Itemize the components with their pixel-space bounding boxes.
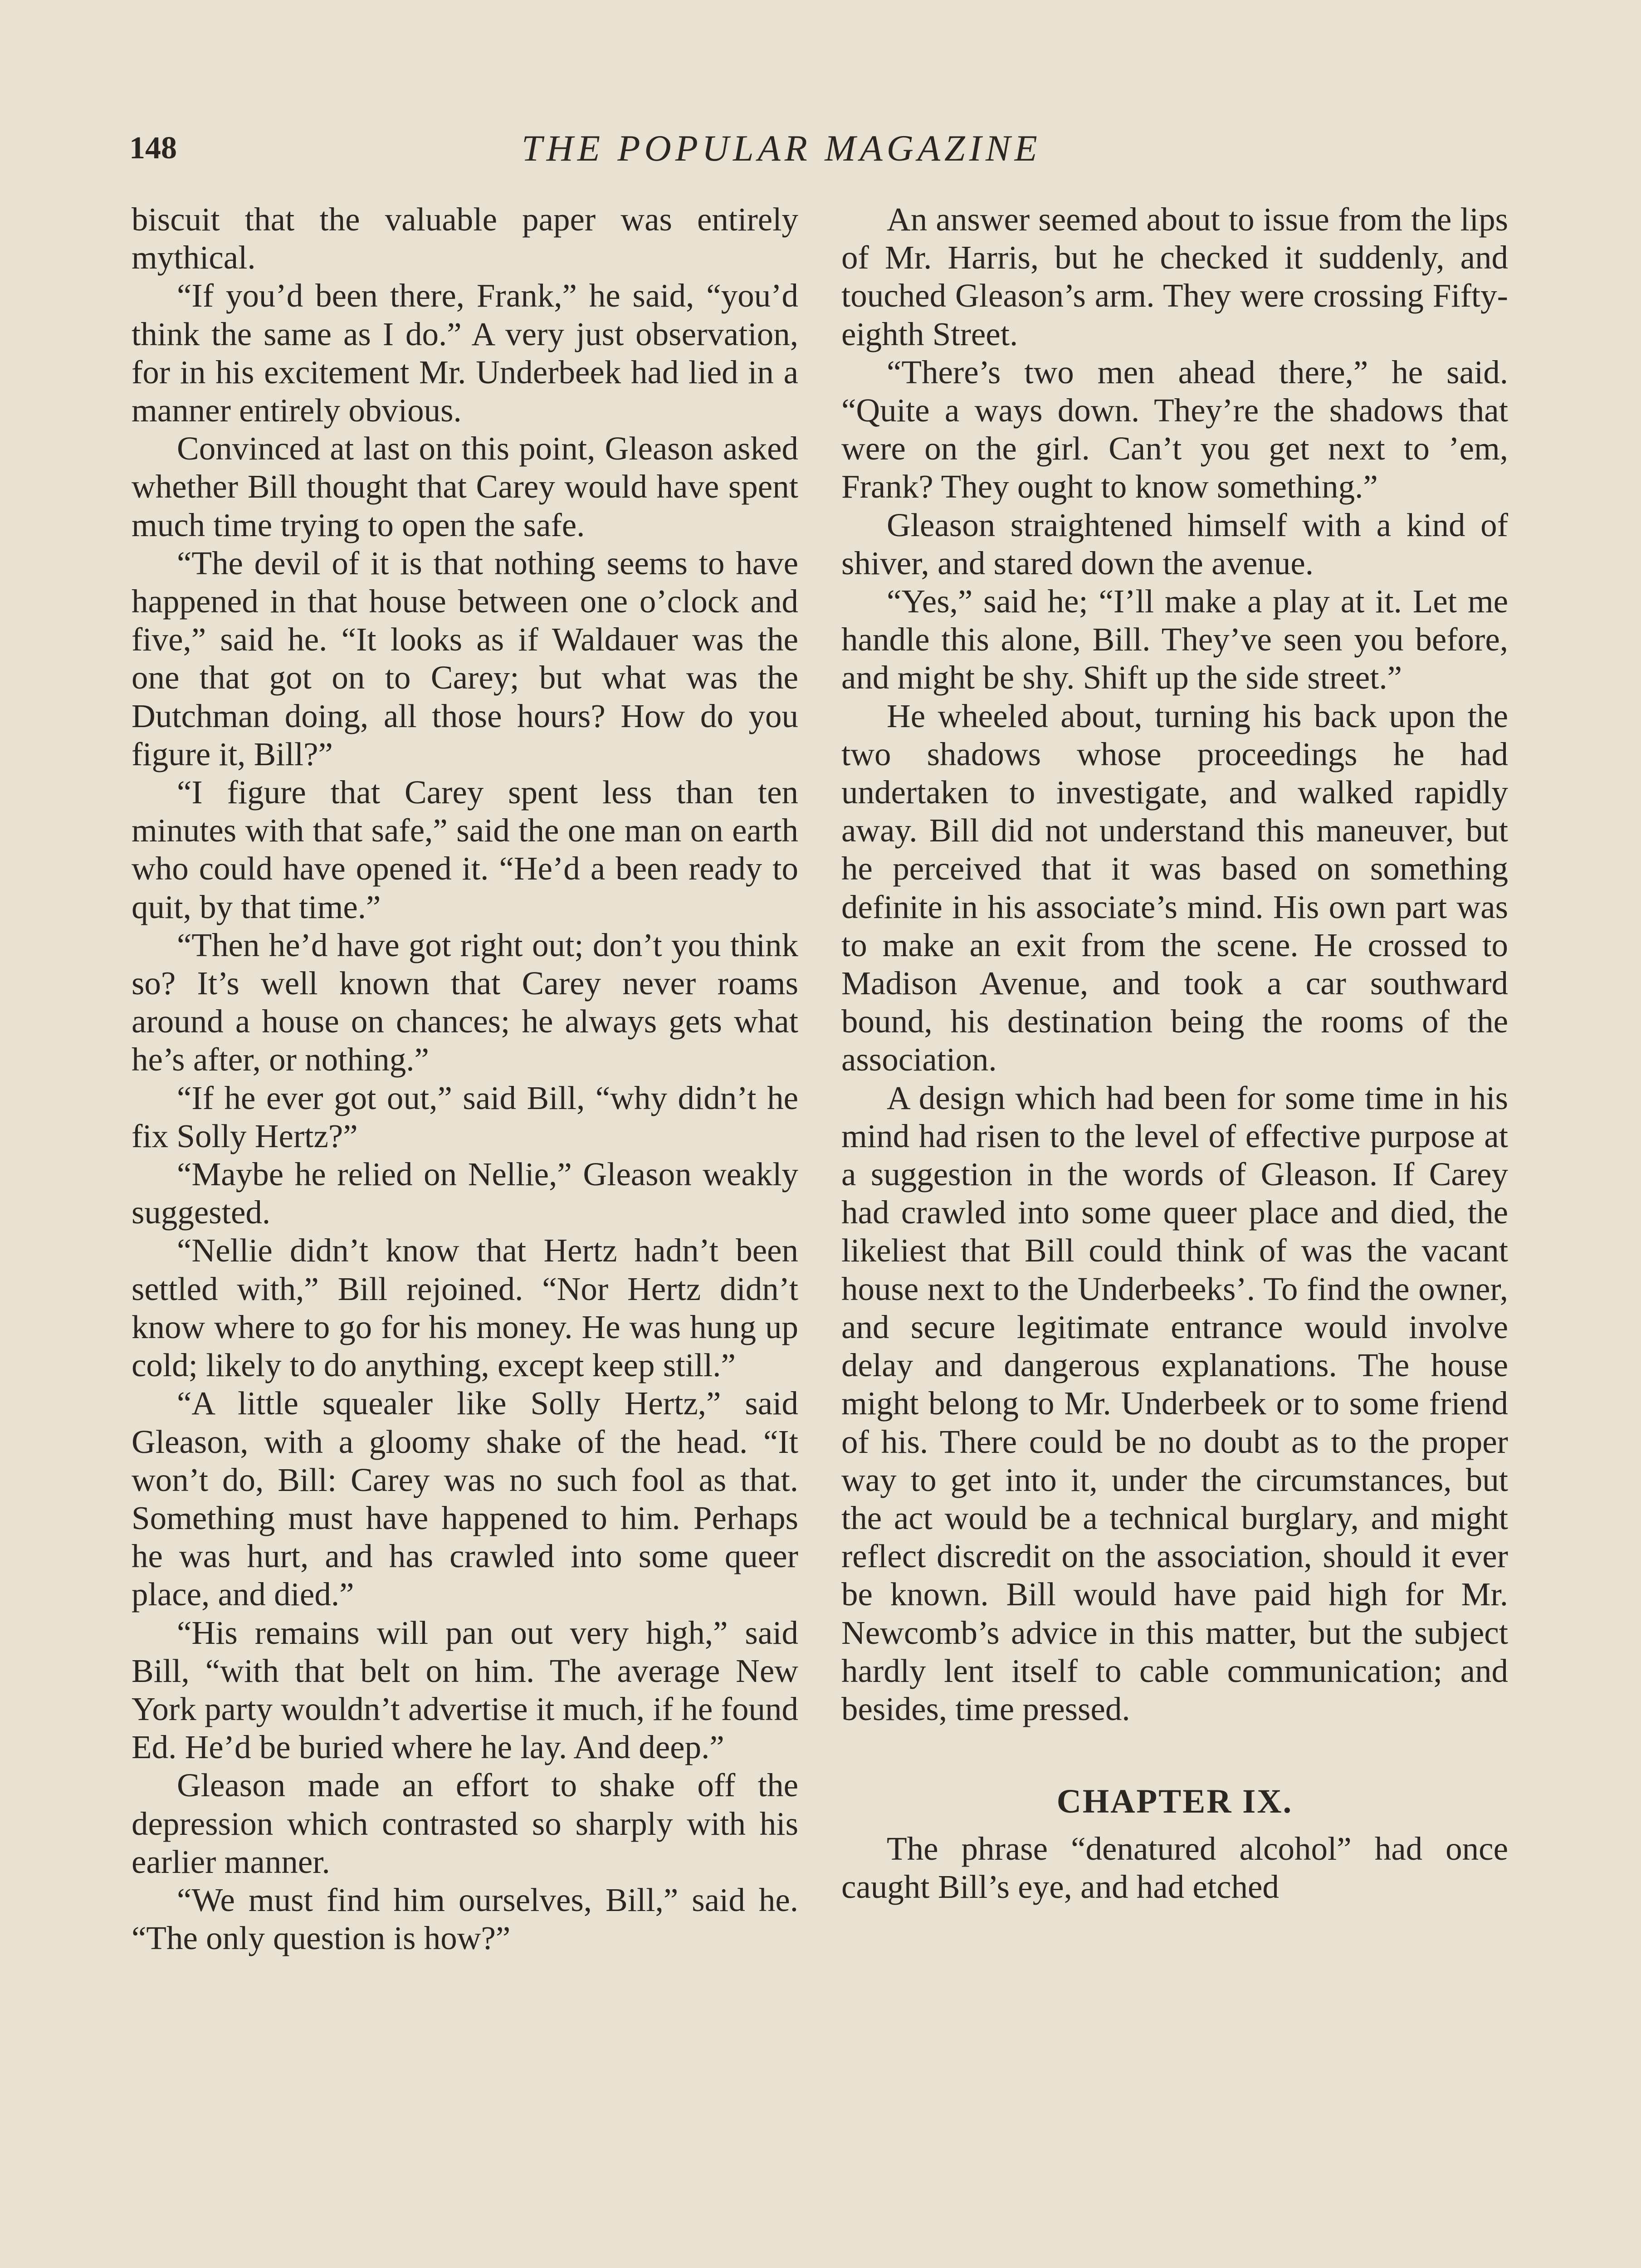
paragraph: “If you’d been there, Frank,” he said, “you’d think the same as I do.” A very just observation, for in his excitement Mr. Underbeek had lied in a manner entirely obvious. bbox=[132, 277, 798, 429]
paragraph: Gleason made an effort to shake off the depression which contrasted so sharply with his earlier manner. bbox=[132, 1767, 798, 1880]
paragraph: biscuit that the valuable paper was entirely mythical. bbox=[132, 201, 798, 276]
right-column bbox=[841, 200, 1508, 1906]
paragraph: “Maybe he relied on Nellie,” Gleason weakly suggested. bbox=[132, 1156, 798, 1231]
paragraph: “There’s two men ahead there,” he said. “Quite a ways down. They’re the shadows that were on the girl. Can’t you get next to ’em, Frank? They ought to know something.” bbox=[841, 353, 1508, 505]
paragraph: He wheeled about, turning his back upon the two shadows whose proceedings he had undertaken to investigate, and walked rapidly away. Bill did not understand this maneuver, but he perceived that it was based on something definite in his associate’s mind. His own part was to make an exit from the scene. He crossed to Madison Avenue, and took a car southward bound, his destination being the rooms of the association. bbox=[841, 697, 1508, 1078]
paragraph: “Then he’d have got right out; don’t you think so? It’s well known that Carey never roams around a house on chances; he always gets what he’s after, or nothing.” bbox=[132, 926, 798, 1078]
paragraph: Gleason straightened himself with a kind of shiver, and stared down the avenue. bbox=[841, 506, 1508, 582]
paragraph: “The devil of it is that nothing seems to have happened in that house between one o’clock and five,” said he. “It looks as if Waldauer was the one that got on to Carey; but what was the Dutchman doing, all those hours? How do you figure it, Bill?” bbox=[132, 544, 798, 772]
paragraph: Convinced at last on this point, Gleason asked whether Bill thought that Carey would have spent much time trying to open the safe. bbox=[132, 430, 798, 543]
paragraph: “Yes,” said he; “I’ll make a play at it. Let me handle this alone, Bill. They’ve seen you before, and might be shy. Shift up the side street.” bbox=[841, 583, 1508, 696]
paragraph: “We must find him ourselves, Bill,” said he. “The only question is how?” bbox=[132, 1881, 798, 1957]
left-column bbox=[132, 200, 798, 1957]
running-title: THE POPULAR MAGAZINE bbox=[522, 127, 1041, 169]
chapter-heading: CHAPTER IX. bbox=[1056, 1783, 1293, 1821]
paragraph: “A little squealer like Solly Hertz,” said Gleason, with a gloomy shake of the head. “It won’t do, Bill: Carey was no such fool as that. Something must have happened to him. Perhaps he was hurt, and has crawled into some queer place, and died.” bbox=[132, 1385, 798, 1613]
paragraph: “If he ever got out,” said Bill, “why didn’t he fix Solly Hertz?” bbox=[132, 1079, 798, 1154]
page-number: 148 bbox=[129, 131, 177, 166]
paragraph: An answer seemed about to issue from the lips of Mr. Harris, but he checked it suddenly, and touched Gleason’s arm. They were crossing Fifty-eighth Street. bbox=[841, 201, 1508, 352]
paragraph: A design which had been for some time in his mind had risen to the level of effective purpose at a suggestion in the words of Gleason. If Carey had crawled into some queer place and died, the likeliest that Bill could think of was the vacant house next to the Underbeeks’. To find the owner, and secure legitimate entrance would involve delay and dangerous explanations. The house might belong to Mr. Underbeek or to some friend of his. There could be no doubt as to the proper way to get into it, under the circumstances, but the act would be a technical burglary, and might reflect discredit on the association, should it ever be known. Bill would have paid high for Mr. Newcomb’s advice in this matter, but the subject hardly lent itself to cable communication; and besides, time pressed. bbox=[841, 1079, 1508, 1727]
paragraph: “I figure that Carey spent less than ten minutes with that safe,” said the one man on earth who could have opened it. “He’d a been ready to quit, by that time.” bbox=[132, 774, 798, 925]
page-header bbox=[0, 119, 1641, 178]
paragraph: The phrase “denatured alcohol” had once caught Bill’s eye, and had etched bbox=[841, 1830, 1508, 1906]
paragraph: “Nellie didn’t know that Hertz hadn’t been settled with,” Bill rejoined. “Nor Hertz didn’t know where to go for his money. He was hung up cold; likely to do anything, except keep still.” bbox=[132, 1232, 798, 1384]
paragraph: “His remains will pan out very high,” said Bill, “with that belt on him. The average New York party wouldn’t advertise it much, if he found Ed. He’d be buried where he lay. And deep.” bbox=[132, 1614, 798, 1766]
